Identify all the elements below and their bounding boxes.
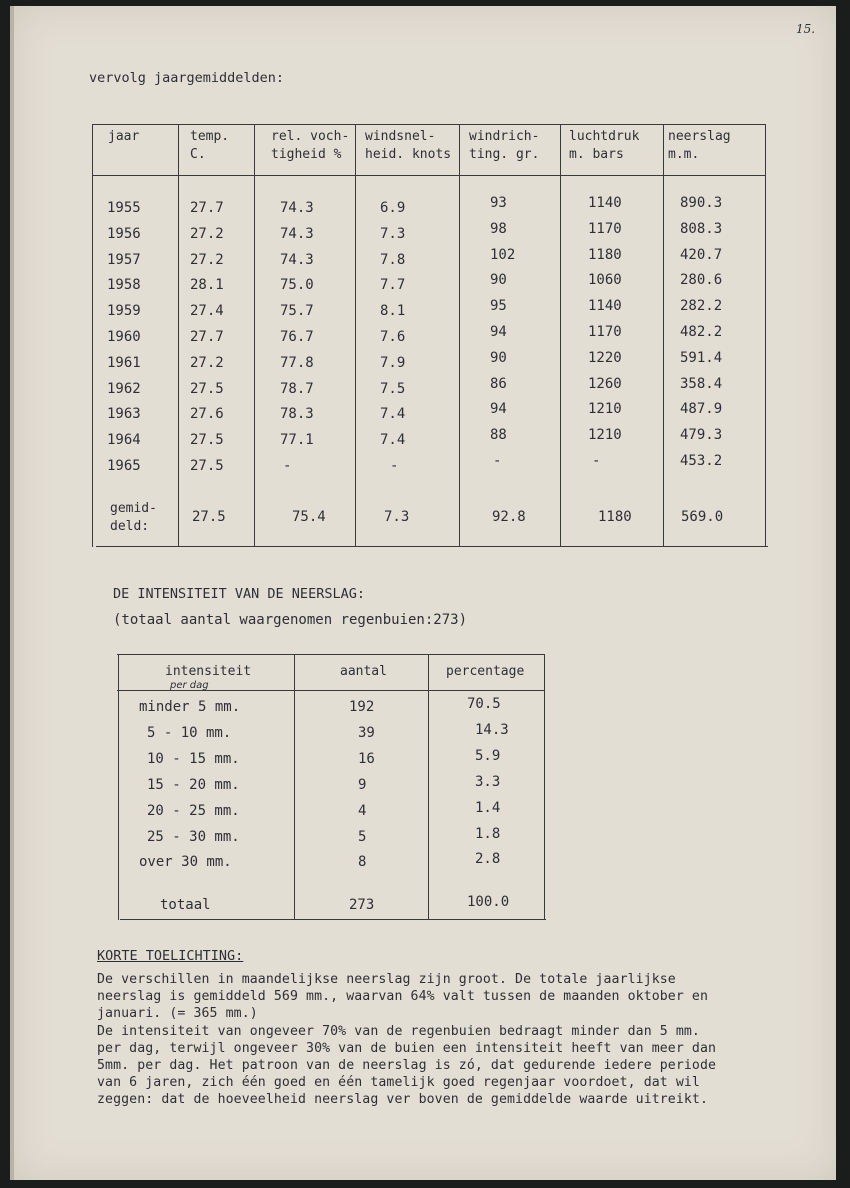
table1-bottom-line bbox=[96, 546, 768, 547]
table1-cell-r1-c6: 808.3 bbox=[680, 220, 723, 237]
table2-row-3-count: 9 bbox=[358, 776, 367, 793]
table1-cell-r3-c2: 75.0 bbox=[280, 277, 314, 294]
table1-col-line bbox=[92, 124, 93, 547]
table1-cell-r1-c1: 27.2 bbox=[190, 225, 224, 242]
table2-row-4-percentage: 1.4 bbox=[475, 799, 501, 816]
table1-cell-r3-c0: 1958 bbox=[107, 277, 141, 294]
table1-cell-r1-c2: 74.3 bbox=[280, 225, 314, 242]
table1-cell-r4-c3: 8.1 bbox=[380, 303, 406, 320]
table2-row-4-count: 4 bbox=[358, 802, 367, 819]
table1-cell-r7-c5: 1260 bbox=[588, 375, 622, 392]
table1-cell-r5-c5: 1170 bbox=[588, 324, 622, 340]
table1-cell-r10-c0: 1965 bbox=[107, 458, 141, 474]
table1-col-line bbox=[459, 124, 460, 547]
table1-average-c2: 7.3 bbox=[384, 509, 410, 525]
table1-header-col-6-line2: m.m. bbox=[668, 147, 700, 162]
table2-row-2-range: 10 - 15 mm. bbox=[147, 750, 240, 767]
table1-cell-r1-c3: 7.3 bbox=[380, 225, 406, 242]
table1-cell-r6-c3: 7.9 bbox=[380, 354, 406, 371]
table1-average-c3: 92.8 bbox=[492, 509, 526, 525]
table2-col-line bbox=[428, 654, 429, 920]
table1-cell-r7-c1: 27.5 bbox=[190, 380, 224, 397]
table2-row-2-count: 16 bbox=[358, 750, 375, 767]
table2-col-line bbox=[294, 654, 295, 920]
table1-cell-r10-c3: - bbox=[390, 458, 399, 474]
table1-cell-r10-c1: 27.5 bbox=[190, 458, 224, 474]
table1-col-line bbox=[355, 124, 356, 547]
table1-header-col-6-line1: neerslag bbox=[668, 129, 731, 144]
notes-line-6: van 6 jaren, zich één goed en één tamelijk goed regenjaar voordoet, dat wil bbox=[97, 1075, 700, 1091]
section-subtitle-intensity: (totaal aantal waargenomen regenbuien:273) bbox=[113, 612, 468, 628]
table1-cell-r6-c1: 27.2 bbox=[190, 354, 224, 371]
table1-cell-r0-c0: 1955 bbox=[107, 200, 141, 216]
table1-cell-r8-c1: 27.6 bbox=[190, 406, 224, 423]
table1-cell-r3-c3: 7.7 bbox=[380, 277, 406, 294]
page-number: 15. bbox=[796, 22, 816, 36]
table2-row-6-percentage: 2.8 bbox=[475, 851, 501, 868]
table1-cell-r9-c1: 27.5 bbox=[190, 432, 224, 449]
table2-row-4-range: 20 - 25 mm. bbox=[147, 802, 240, 819]
table1-cell-r7-c4: 86 bbox=[490, 375, 507, 392]
table1-cell-r0-c3: 6.9 bbox=[380, 200, 406, 216]
table2-row-0-count: 192 bbox=[349, 699, 375, 715]
table1-cell-r10-c2: - bbox=[283, 458, 292, 474]
table1-cell-r0-c4: 93 bbox=[490, 195, 507, 211]
table1-cell-r6-c6: 591.4 bbox=[680, 349, 723, 366]
table1-cell-r0-c2: 74.3 bbox=[280, 200, 314, 216]
table1-cell-r10-c6: 453.2 bbox=[680, 453, 723, 469]
table2-row-6-range: over 30 mm. bbox=[139, 854, 232, 871]
table2-row-1-range: 5 - 10 mm. bbox=[147, 724, 232, 741]
table2-row-0-percentage: 70.5 bbox=[467, 696, 501, 712]
table1-col-line bbox=[560, 124, 561, 547]
notes-line-7: zeggen: dat de hoeveelheid neerslag ver boven de gemiddelde waarde uitreikt. bbox=[97, 1092, 709, 1108]
table2-row-0-range: minder 5 mm. bbox=[139, 699, 241, 715]
table2-header-percentage: percentage bbox=[446, 664, 525, 679]
table1-cell-r8-c0: 1963 bbox=[107, 406, 141, 423]
average-label-line1: gemid- bbox=[110, 501, 157, 516]
table1-header-col-5-line2: m. bars bbox=[569, 147, 624, 162]
table2-row-3-range: 15 - 20 mm. bbox=[147, 776, 240, 793]
table1-cell-r0-c6: 890.3 bbox=[680, 195, 723, 211]
table1-average-c0: 27.5 bbox=[192, 509, 226, 525]
notes-line-3: De intensiteit van ongeveer 70% van de regenbuien bedraagt minder dan 5 mm. bbox=[97, 1023, 700, 1039]
table1-cell-r4-c2: 75.7 bbox=[280, 303, 314, 320]
table1-cell-r3-c6: 280.6 bbox=[680, 272, 723, 289]
table1-cell-r3-c4: 90 bbox=[490, 272, 507, 289]
table1-cell-r5-c6: 482.2 bbox=[680, 324, 723, 340]
table2-bottom-line bbox=[120, 919, 546, 920]
table1-cell-r4-c5: 1140 bbox=[588, 298, 622, 315]
table1-header-col-4-line2: ting. gr. bbox=[469, 147, 540, 162]
table1-cell-r8-c6: 487.9 bbox=[680, 401, 723, 418]
table2-top-line bbox=[117, 654, 544, 655]
table1-col-line bbox=[765, 124, 766, 547]
table2-row-1-count: 39 bbox=[358, 724, 375, 741]
table1-average-c5: 569.0 bbox=[681, 509, 724, 525]
table1-header-col-1-line1: temp. bbox=[190, 129, 230, 144]
table1-header-col-4-line1: windrich- bbox=[469, 129, 540, 144]
table2-row-1-percentage: 14.3 bbox=[475, 721, 509, 738]
table2-col-line bbox=[118, 654, 119, 920]
table1-cell-r10-c5: - bbox=[592, 453, 601, 469]
table2-row-3-percentage: 3.3 bbox=[475, 773, 501, 790]
table1-header-col-5-line1: luchtdruk bbox=[569, 129, 640, 144]
notes-line-1: neerslag is gemiddeld 569 mm., waarvan 64% valt tussen de maanden oktober en bbox=[97, 989, 709, 1005]
notes-line-0: De verschillen in maandelijkse neerslag zijn groot. De totale jaarlijkse bbox=[97, 972, 676, 987]
table1-cell-r9-c6: 479.3 bbox=[680, 427, 723, 444]
table1-cell-r9-c4: 88 bbox=[490, 427, 507, 444]
table1-cell-r4-c1: 27.4 bbox=[190, 303, 224, 320]
table1-header-col-2-line1: rel. voch- bbox=[271, 129, 350, 144]
table1-header-col-0-line1: jaar bbox=[108, 129, 140, 144]
table2-total-count: 273 bbox=[349, 897, 375, 913]
table1-cell-r6-c4: 90 bbox=[490, 349, 507, 366]
table1-cell-r6-c2: 77.8 bbox=[280, 354, 314, 371]
table2-header-note: per dag bbox=[170, 680, 209, 691]
notes-title: KORTE TOELICHTING: bbox=[97, 948, 244, 964]
table2-row-6-count: 8 bbox=[358, 854, 367, 871]
table1-header-col-1-line2: C. bbox=[190, 147, 206, 162]
table2-header-intensity: intensiteit bbox=[165, 664, 252, 679]
table1-cell-r2-c6: 420.7 bbox=[680, 246, 723, 263]
notes-line-4: per dag, terwijl ongeveer 30% van de buien een intensiteit heeft van meer dan bbox=[97, 1040, 717, 1056]
table1-cell-r2-c1: 27.2 bbox=[190, 251, 224, 268]
table1-cell-r3-c5: 1060 bbox=[588, 272, 622, 289]
table2-row-5-percentage: 1.8 bbox=[475, 825, 501, 842]
table1-cell-r0-c5: 1140 bbox=[588, 195, 622, 211]
table1-cell-r6-c5: 1220 bbox=[588, 349, 622, 366]
table1-cell-r5-c2: 76.7 bbox=[280, 329, 314, 345]
table1-average-c4: 1180 bbox=[598, 509, 632, 525]
table1-cell-r4-c6: 282.2 bbox=[680, 298, 723, 315]
table1-cell-r9-c2: 77.1 bbox=[280, 432, 314, 449]
table1-cell-r8-c2: 78.3 bbox=[280, 406, 314, 423]
average-label-line2: deld: bbox=[110, 519, 150, 534]
table1-cell-r7-c2: 78.7 bbox=[280, 380, 314, 397]
intro-text: vervolg jaargemiddelden: bbox=[89, 70, 285, 86]
table1-cell-r7-c6: 358.4 bbox=[680, 375, 723, 392]
table1-cell-r9-c3: 7.4 bbox=[380, 432, 406, 449]
table2-col-line bbox=[544, 654, 545, 920]
table1-cell-r8-c5: 1210 bbox=[588, 401, 622, 418]
table1-cell-r5-c4: 94 bbox=[490, 324, 507, 340]
table1-cell-r2-c4: 102 bbox=[490, 246, 516, 263]
table1-cell-r7-c3: 7.5 bbox=[380, 380, 406, 397]
table1-col-line bbox=[663, 124, 664, 547]
table2-row-5-range: 25 - 30 mm. bbox=[147, 828, 240, 845]
table1-col-line bbox=[178, 124, 179, 547]
table1-header-col-3-line1: windsnel- bbox=[365, 129, 436, 144]
table1-cell-r2-c3: 7.8 bbox=[380, 251, 406, 268]
table1-cell-r4-c0: 1959 bbox=[107, 303, 141, 320]
table1-cell-r1-c5: 1170 bbox=[588, 220, 622, 237]
table2-total-label: totaal bbox=[160, 897, 211, 913]
table1-cell-r5-c1: 27.7 bbox=[190, 329, 224, 345]
notes-line-5: 5mm. per dag. Het patroon van de neerslag is zó, dat gedurende iedere periode bbox=[97, 1058, 717, 1073]
table1-cell-r8-c4: 94 bbox=[490, 401, 507, 418]
table2-row-2-percentage: 5.9 bbox=[475, 747, 501, 764]
table1-cell-r3-c1: 28.1 bbox=[190, 277, 224, 294]
table1-cell-r7-c0: 1962 bbox=[107, 380, 141, 397]
table1-top-line bbox=[92, 124, 766, 125]
table1-average-c1: 75.4 bbox=[292, 509, 326, 525]
table1-header-line bbox=[92, 175, 766, 176]
table2-header-count: aantal bbox=[340, 664, 387, 679]
table1-cell-r10-c4: - bbox=[493, 453, 502, 469]
table2-row-5-count: 5 bbox=[358, 828, 367, 845]
notes-line-2: januari. (= 365 mm.) bbox=[97, 1006, 258, 1022]
table1-cell-r0-c1: 27.7 bbox=[190, 200, 224, 216]
table1-cell-r2-c2: 74.3 bbox=[280, 251, 314, 268]
table2-total-percentage: 100.0 bbox=[467, 894, 510, 910]
section-title-intensity: DE INTENSITEIT VAN DE NEERSLAG: bbox=[113, 586, 365, 602]
table1-cell-r2-c0: 1957 bbox=[107, 251, 141, 268]
table1-cell-r5-c0: 1960 bbox=[107, 329, 141, 345]
table1-cell-r1-c0: 1956 bbox=[107, 225, 141, 242]
table1-header-col-3-line2: heid. knots bbox=[365, 147, 452, 162]
table1-cell-r1-c4: 98 bbox=[490, 220, 507, 237]
table1-cell-r9-c0: 1964 bbox=[107, 432, 141, 449]
table1-cell-r6-c0: 1961 bbox=[107, 354, 141, 371]
table1-header-col-2-line2: tigheid % bbox=[271, 147, 342, 162]
table1-cell-r8-c3: 7.4 bbox=[380, 406, 406, 423]
table1-cell-r5-c3: 7.6 bbox=[380, 329, 406, 345]
table1-cell-r4-c4: 95 bbox=[490, 298, 507, 315]
table1-cell-r2-c5: 1180 bbox=[588, 246, 622, 263]
table1-cell-r9-c5: 1210 bbox=[588, 427, 622, 444]
table1-col-line bbox=[254, 124, 255, 547]
